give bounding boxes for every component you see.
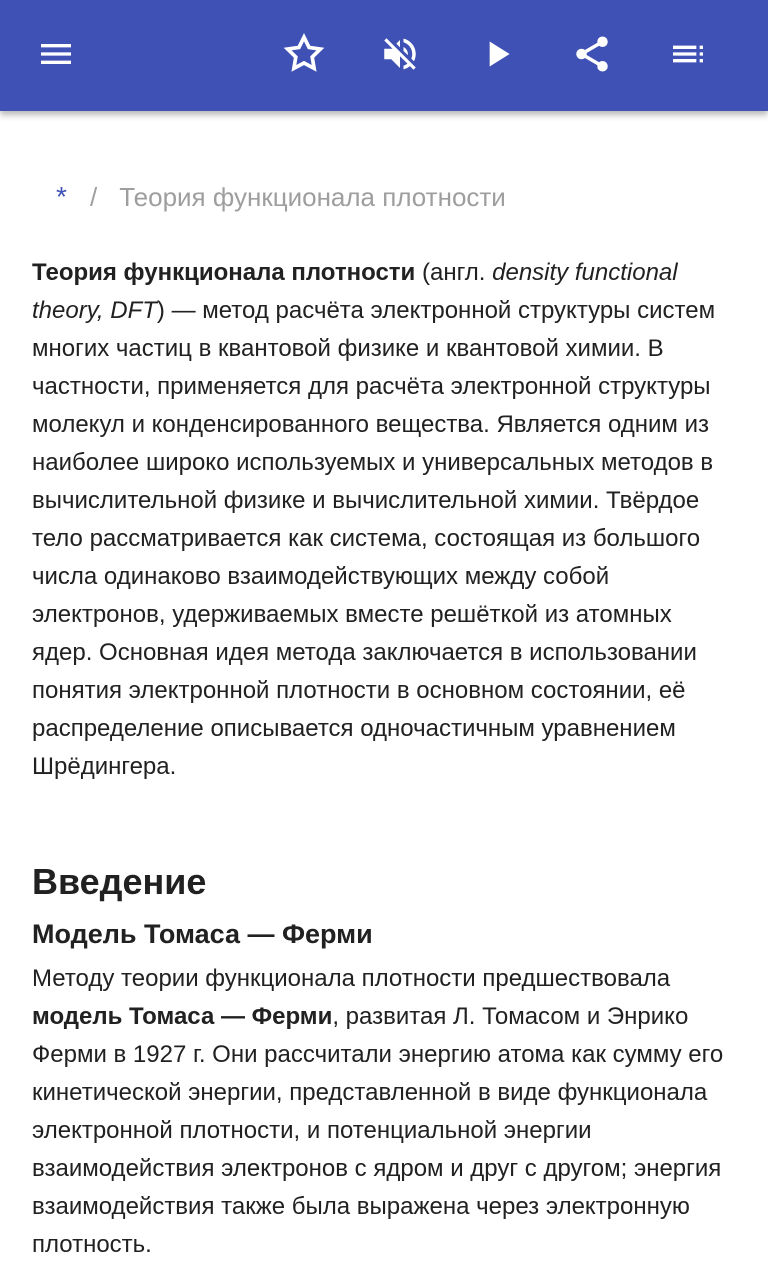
- section-bold-term: модель Томаса — Ферми: [32, 1003, 333, 1030]
- menu-icon: [36, 34, 76, 74]
- article-intro: [32, 254, 738, 786]
- section-text-rest: , развитая Л. Томасом и Энрико Ферми в 1927 г. Они рассчитали энергию атома как сумму его кинетической энергии, представленной в виде функционала электронной плотности, и потенциальной энергии взаимодействия электронов с ядром и друг с другом; энергия взаимодействия также была выражена через электронную плотность.: [32, 1003, 724, 1258]
- subsection-heading: Модель Томаса — Ферми: [32, 919, 373, 949]
- share-button[interactable]: [564, 26, 620, 82]
- section-heading: Введение: [32, 861, 207, 902]
- play-icon: [478, 34, 518, 74]
- breadcrumb-home-link[interactable]: *: [56, 181, 67, 212]
- breadcrumb-separator: /: [90, 182, 98, 212]
- breadcrumb-current: Теория функционала плотности: [119, 182, 506, 212]
- mute-button[interactable]: [372, 26, 428, 82]
- intro-paragraph: [32, 254, 738, 786]
- share-icon: [571, 33, 613, 75]
- intro-term-en: density functional theory, DFT: [32, 259, 678, 324]
- favorite-button[interactable]: [276, 26, 332, 82]
- section-paragraph: [32, 960, 738, 1264]
- play-button[interactable]: [470, 26, 526, 82]
- intro-term: Теория функционала плотности: [32, 259, 416, 286]
- intro-lang: (англ.: [415, 259, 493, 286]
- section-body: [32, 960, 738, 1264]
- menu-button[interactable]: [28, 26, 84, 82]
- toc-list-icon: [668, 34, 708, 74]
- intro-text: ) — метод расчёта электронной структуры систем многих частиц в квантовой физике и квантовой химии. В частности, применяется для расчёта электронной структуры молекул и конденсированного вещества. Является одним из наиболее широко используемых и универсальных методов в вычислительной физике и вычислительной химии. Твёрдое тело рассматривается как система, состоящая из большого числа одинаково взаимодействующих между собой электронов, удерживаемых вместе решёткой из атомных ядер. Основная идея метода заключается в использовании понятия электронной плотности в основном состоянии, её распределение описывается одночастичным уравнением Шрёдингера.: [32, 297, 716, 780]
- contents-button[interactable]: [660, 26, 716, 82]
- volume-off-icon: [379, 33, 421, 75]
- app-toolbar: [0, 0, 768, 111]
- section-text-start: Методу теории функционала плотности предшествовала: [32, 965, 671, 992]
- breadcrumb: [56, 181, 506, 213]
- star-icon: [282, 32, 326, 76]
- article-content: [0, 111, 768, 1280]
